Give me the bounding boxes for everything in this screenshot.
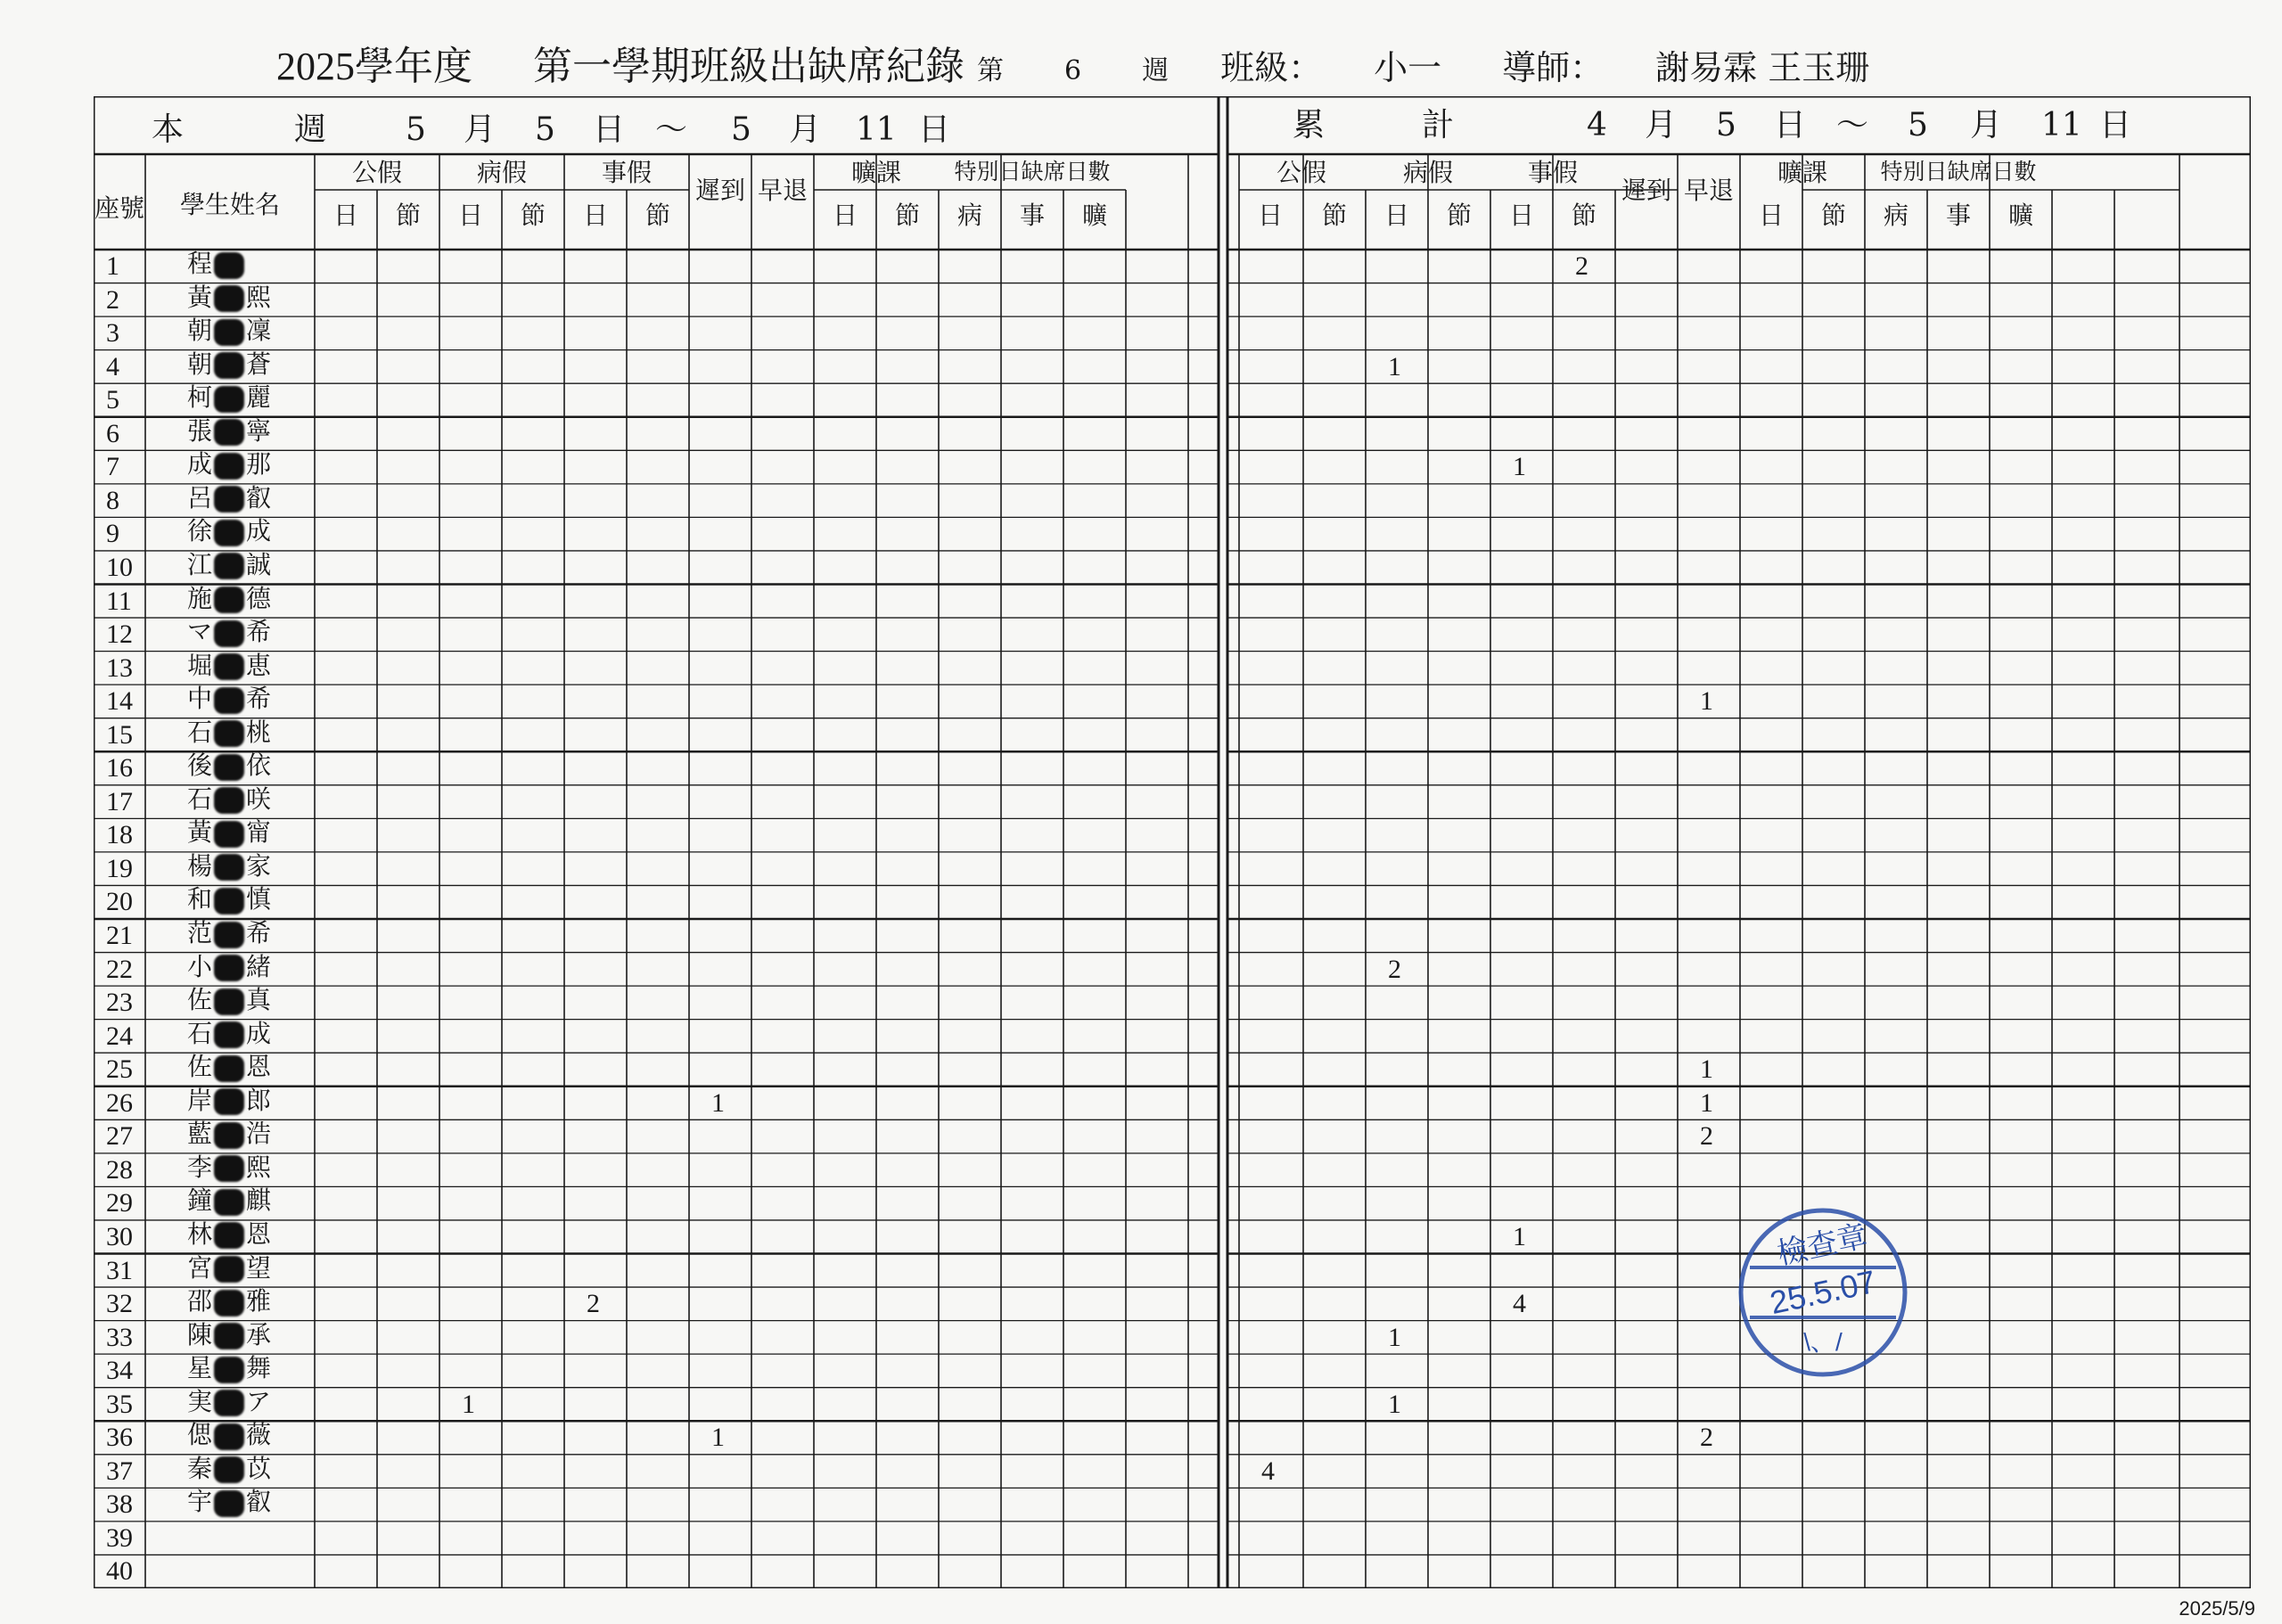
- name-last-char: 希: [246, 684, 272, 714]
- name-last-char: 郎: [246, 1085, 272, 1115]
- seat-number: 3: [106, 318, 119, 349]
- seat-number: 40: [106, 1556, 133, 1587]
- this-week-label-a: 本: [152, 111, 185, 148]
- cum-personal_period-value: 2: [1575, 251, 1588, 281]
- week-personal-header: 事假: [601, 158, 652, 187]
- seat-number: 6: [106, 418, 119, 448]
- student-name: [187, 717, 272, 748]
- cum-sub-2: 日: [1383, 201, 1409, 230]
- student-name: [187, 251, 246, 279]
- name-first-char: 藍: [187, 1119, 213, 1149]
- cum-mo2: 月: [1970, 107, 2003, 144]
- cum-dy1: 日: [1774, 107, 1807, 144]
- name-last-char: 成: [246, 516, 272, 546]
- print-date: 2025/5/9: [2179, 1597, 2255, 1620]
- name-redaction: [214, 1490, 244, 1517]
- week-late-header: 遲到: [694, 176, 745, 205]
- name-last-char: 承: [246, 1319, 272, 1349]
- class-value: 小一: [1374, 48, 1442, 87]
- student-name: [187, 1353, 272, 1383]
- stamp-bottom-text: \、/: [1803, 1328, 1843, 1356]
- name-redaction: [214, 988, 244, 1015]
- name-redaction: [214, 720, 244, 747]
- name-first-char: 楊: [187, 850, 213, 881]
- name-last-char: 恵: [246, 650, 272, 680]
- student-name: [187, 1319, 272, 1350]
- cum-sp-sick: 病: [1883, 201, 1909, 230]
- name-last-char: 咲: [246, 783, 272, 814]
- name-last-char: 真: [246, 985, 272, 1015]
- student-name: [187, 1386, 272, 1417]
- name-first-char: 施: [187, 583, 213, 613]
- name-redaction: [214, 1423, 244, 1450]
- seat-number: 11: [106, 586, 132, 616]
- seat-number: 20: [106, 887, 133, 917]
- this-week-month1: 5: [406, 111, 426, 148]
- this-week-day2: 11: [856, 111, 897, 148]
- student-name: [187, 583, 272, 614]
- name-first-char: 佐: [187, 1052, 213, 1082]
- this-week-mo1: 月: [464, 111, 497, 148]
- name-redaction: [214, 252, 244, 279]
- seat-number: 17: [106, 786, 133, 816]
- student-name: [187, 884, 272, 915]
- name-last-char: 希: [246, 918, 272, 947]
- name-last-char: 麒: [246, 1185, 272, 1216]
- name-last-char: 舞: [246, 1353, 272, 1383]
- name-first-char: 石: [187, 783, 213, 814]
- seat-number: 15: [106, 719, 133, 750]
- student-name: [187, 1453, 272, 1484]
- name-last-char: 苡: [246, 1453, 272, 1483]
- week-number: 6: [1064, 55, 1082, 86]
- cum-month1: 4: [1587, 107, 1607, 144]
- name-redaction: [214, 453, 244, 480]
- week-sub-2: 日: [457, 201, 483, 230]
- seat-number: 31: [106, 1255, 133, 1285]
- name-redaction: [214, 1222, 244, 1249]
- name-redaction: [214, 1456, 244, 1483]
- name-last-char: 希: [246, 617, 272, 647]
- seat-number: 5: [106, 385, 119, 415]
- cum-official-header: 公假: [1276, 158, 1326, 187]
- name-first-char: 星: [187, 1353, 213, 1383]
- name-first-char: 石: [187, 717, 213, 747]
- seat-number: 26: [106, 1087, 133, 1118]
- student-name: [187, 415, 272, 447]
- name-redaction: [214, 553, 244, 579]
- student-name: [187, 1218, 272, 1250]
- name-first-char: 秦: [187, 1453, 213, 1483]
- name-last-char: 浩: [246, 1119, 272, 1149]
- cum-label-b: 計: [1422, 107, 1455, 144]
- tutor-value: 謝易霖 王玉珊: [1655, 48, 1870, 87]
- name-last-char: 誠: [246, 549, 272, 579]
- stamp-top-text: 檢查章: [1774, 1218, 1871, 1273]
- name-redaction: [214, 1122, 244, 1149]
- student-name: [187, 686, 271, 714]
- cum-personal-header: 事假: [1527, 158, 1578, 187]
- cum-sub-5: 節: [1571, 201, 1597, 230]
- name-redaction: [214, 352, 244, 379]
- week-official-header: 公假: [351, 158, 402, 187]
- name-redaction: [214, 319, 244, 346]
- inspection-stamp: [1734, 1203, 1912, 1382]
- week-name-header: 學生姓名: [179, 190, 280, 219]
- name-first-char: 小: [187, 951, 213, 981]
- student-name: [187, 1286, 272, 1316]
- name-first-char: 林: [187, 1218, 213, 1249]
- name-redaction: [214, 1290, 244, 1316]
- student-name: [187, 1121, 271, 1149]
- cum-late-value: 2: [1700, 1423, 1713, 1453]
- name-first-char: 中: [187, 684, 213, 714]
- seat-number: 22: [106, 954, 133, 984]
- seat-number: 24: [106, 1021, 133, 1051]
- cum-sub-4: 日: [1508, 201, 1534, 230]
- cum-truant-header: 曠課: [1777, 158, 1827, 187]
- seat-number: 29: [106, 1188, 133, 1218]
- cum-sick_day-value: 1: [1388, 1389, 1401, 1419]
- name-first-char: 范: [187, 918, 213, 947]
- name-redaction: [214, 1189, 244, 1216]
- name-first-char: 程: [187, 249, 213, 278]
- student-name: [187, 1085, 272, 1116]
- seat-number: 25: [106, 1054, 133, 1085]
- name-redaction: [214, 653, 244, 680]
- name-first-char: 徐: [187, 516, 213, 546]
- week-special-header: 特別日缺席日數: [954, 159, 1111, 185]
- name-last-char: 德: [246, 583, 272, 613]
- name-redaction: [214, 1155, 244, 1182]
- student-name: [187, 750, 272, 781]
- name-first-char: 張: [187, 415, 213, 446]
- name-first-char: 李: [187, 1152, 213, 1182]
- name-redaction: [214, 386, 244, 413]
- this-week-tilde: ～: [655, 111, 688, 148]
- name-first-char: 和: [187, 884, 213, 915]
- name-redaction: [214, 787, 244, 814]
- week-suffix: 週: [1142, 55, 1170, 86]
- cum-tilde: ～: [1836, 107, 1869, 144]
- this-week-label-b: 週: [294, 111, 327, 148]
- name-last-char: 寧: [246, 415, 272, 446]
- this-week-day1: 5: [535, 111, 555, 148]
- student-name: [187, 619, 271, 647]
- seat-number: 32: [106, 1289, 133, 1319]
- student-name: [187, 783, 272, 815]
- school-year: 2025學年度: [276, 45, 472, 88]
- name-last-char: 熙: [246, 282, 272, 312]
- name-first-char: 宇: [187, 1487, 213, 1517]
- student-name: [187, 382, 272, 413]
- seat-number: 10: [106, 552, 133, 582]
- seat-number: 37: [106, 1456, 133, 1486]
- name-first-char: 朝: [187, 349, 213, 379]
- name-last-char: 蒼: [246, 349, 272, 379]
- name-first-char: 石: [187, 1018, 213, 1048]
- seat-number: 27: [106, 1121, 133, 1152]
- seat-number: 19: [106, 853, 133, 883]
- cum-late-header: 遲到: [1621, 176, 1671, 205]
- seat-number: 35: [106, 1389, 133, 1419]
- name-last-char: ア: [246, 1386, 272, 1416]
- student-name: [187, 1420, 272, 1450]
- cum-personal_day-value: 1: [1513, 452, 1526, 482]
- name-first-char: 後: [187, 750, 213, 781]
- cum-early-header: 早退: [1683, 176, 1734, 205]
- name-redaction: [214, 486, 244, 513]
- name-first-char: 呂: [187, 482, 213, 513]
- stamp-date-text: 25.5.07: [1766, 1262, 1879, 1322]
- cum-sick_day-value: 2: [1388, 954, 1401, 984]
- student-name: [187, 516, 272, 546]
- name-redaction: [214, 754, 244, 781]
- cum-day1: 5: [1716, 107, 1736, 144]
- name-first-char: 偲: [187, 1420, 213, 1450]
- name-first-char: 黃: [187, 282, 213, 312]
- name-redaction: [214, 854, 244, 881]
- name-redaction: [214, 1323, 244, 1349]
- name-last-char: 薇: [246, 1420, 272, 1450]
- student-name: [187, 1152, 272, 1183]
- student-name: [187, 985, 272, 1015]
- name-last-char: 成: [246, 1018, 272, 1048]
- week-early-header: 早退: [757, 176, 808, 205]
- name-last-char: 緒: [246, 951, 272, 981]
- name-redaction: [214, 1088, 244, 1115]
- week-sub-1: 節: [395, 201, 421, 230]
- student-name: [187, 951, 272, 982]
- student-name: [187, 817, 272, 848]
- name-last-char: 那: [246, 449, 272, 480]
- name-first-char: 岸: [187, 1085, 213, 1115]
- week-sub-3: 節: [520, 201, 546, 230]
- name-redaction: [214, 687, 244, 714]
- cum-truant-period: 節: [1820, 201, 1846, 230]
- name-first-char: 江: [187, 549, 213, 579]
- name-first-char: 堀: [187, 650, 213, 680]
- student-name: [187, 650, 272, 681]
- seat-number: 13: [106, 652, 133, 683]
- cum-special-header: 特別日缺席日數: [1880, 159, 2037, 185]
- name-last-char: 依: [246, 750, 272, 781]
- week-sick-header: 病假: [476, 158, 527, 187]
- week-truant-period: 節: [894, 201, 920, 230]
- name-last-char: 甯: [246, 817, 272, 848]
- name-last-char: 雅: [246, 1286, 272, 1316]
- this-week-month2: 5: [731, 111, 751, 148]
- student-name: [187, 1054, 271, 1082]
- student-name: [187, 1252, 272, 1284]
- cum-truant-day: 日: [1758, 201, 1784, 230]
- seat-number: 34: [106, 1356, 133, 1386]
- week-truant-header: 曠課: [850, 158, 901, 187]
- seat-number: 36: [106, 1423, 133, 1453]
- cum-late-value: 1: [1700, 1054, 1713, 1085]
- cum-label-a: 累: [1293, 107, 1326, 144]
- student-name: [187, 349, 272, 380]
- week-late-value: 1: [711, 1423, 725, 1453]
- name-last-char: 凜: [246, 316, 272, 346]
- record-title: 第一學期班級出缺席紀錄: [533, 44, 965, 89]
- name-redaction: [214, 1256, 244, 1283]
- name-last-char: 望: [246, 1252, 272, 1283]
- name-first-char: 宮: [187, 1252, 213, 1283]
- student-name: [187, 918, 272, 948]
- cum-sub-1: 節: [1321, 201, 1347, 230]
- tutor-label: 導師：: [1502, 48, 1605, 87]
- name-last-char: 麗: [246, 382, 272, 413]
- name-redaction: [214, 1021, 244, 1048]
- student-name: [187, 1185, 272, 1216]
- name-redaction: [214, 520, 244, 546]
- cum-mo1: 月: [1645, 107, 1678, 144]
- week-sub-4: 日: [582, 201, 608, 230]
- name-first-char: 陳: [187, 1319, 213, 1349]
- seat-number: 18: [106, 820, 133, 850]
- name-first-char: マ: [187, 617, 213, 647]
- student-name: [187, 1489, 271, 1517]
- cum-sub-0: 日: [1257, 201, 1283, 230]
- student-name: [187, 850, 272, 882]
- week-seat-header: 座號: [94, 193, 144, 223]
- week-prefix: 第: [977, 55, 1004, 86]
- name-redaction: [214, 955, 244, 981]
- student-name: [187, 449, 272, 480]
- name-last-char: 桃: [246, 717, 272, 747]
- cum-late-value: 2: [1700, 1121, 1713, 1152]
- student-name: [187, 282, 272, 313]
- name-redaction: [214, 821, 244, 848]
- week-sub-0: 日: [332, 201, 358, 230]
- cum-official_day-value: 4: [1261, 1456, 1275, 1486]
- student-name: [187, 482, 272, 513]
- name-redaction: [214, 586, 244, 613]
- this-week-mo2: 月: [789, 111, 822, 148]
- cum-personal_day-value: 1: [1513, 1221, 1526, 1251]
- name-last-char: 慎: [246, 884, 272, 915]
- attendance-sheet: [94, 96, 2251, 1588]
- seat-number: 9: [106, 519, 119, 549]
- name-last-char: 恩: [246, 1052, 272, 1082]
- cum-day2: 11: [2041, 107, 2082, 144]
- this-week-dy1: 日: [593, 111, 626, 148]
- week-sp-truant: 曠: [1081, 201, 1107, 230]
- cum-sick_day-value: 1: [1388, 1322, 1401, 1352]
- name-first-char: 佐: [187, 985, 213, 1015]
- week-sub-5: 節: [644, 201, 670, 230]
- name-redaction: [214, 620, 244, 647]
- seat-number: 39: [106, 1522, 133, 1553]
- student-name: [187, 549, 272, 580]
- seat-number: 2: [106, 284, 119, 315]
- cum-late-value: 1: [1700, 686, 1713, 717]
- seat-number: 7: [106, 452, 119, 482]
- seat-number: 28: [106, 1154, 133, 1185]
- cum-sick-header: 病假: [1402, 158, 1453, 187]
- name-redaction: [214, 1055, 244, 1082]
- cum-late-value: 1: [1700, 1087, 1713, 1118]
- name-last-char: 熙: [246, 1152, 272, 1182]
- this-week-dy2: 日: [918, 111, 951, 148]
- cum-personal_day-value: 4: [1513, 1289, 1526, 1319]
- seat-number: 8: [106, 485, 119, 515]
- name-last-char: 家: [246, 850, 272, 881]
- name-redaction: [214, 1357, 244, 1383]
- name-last-char: 叡: [246, 482, 272, 513]
- name-last-char: 恩: [246, 1218, 272, 1249]
- name-redaction: [214, 1390, 244, 1416]
- name-first-char: 実: [187, 1386, 213, 1416]
- name-first-char: 柯: [187, 382, 213, 413]
- seat-number: 30: [106, 1221, 133, 1251]
- cum-month2: 5: [1908, 107, 1928, 144]
- document-title: [276, 34, 1869, 91]
- week-sp-personal: 事: [1019, 201, 1045, 230]
- week-late-value: 1: [711, 1087, 725, 1118]
- name-first-char: 成: [187, 449, 213, 480]
- week-sick_day-value: 1: [462, 1389, 475, 1419]
- name-first-char: 邵: [187, 1286, 213, 1316]
- week-truant-day: 日: [832, 201, 858, 230]
- week-personal_day-value: 2: [587, 1289, 600, 1319]
- name-redaction: [214, 922, 244, 948]
- class-label: 班級：: [1220, 48, 1323, 87]
- seat-number: 38: [106, 1489, 133, 1520]
- student-name: [187, 1018, 272, 1049]
- cum-dy2: 日: [2099, 107, 2132, 144]
- cum-sp-personal: 事: [1945, 201, 1971, 230]
- seat-number: 12: [106, 619, 133, 650]
- name-redaction: [214, 888, 244, 915]
- cum-sub-3: 節: [1446, 201, 1472, 230]
- name-first-char: 朝: [187, 316, 213, 346]
- name-redaction: [214, 419, 244, 446]
- cum-sp-truant: 曠: [2007, 201, 2033, 230]
- seat-number: 23: [106, 988, 133, 1018]
- week-sp-sick: 病: [956, 201, 982, 230]
- seat-number: 1: [106, 251, 119, 281]
- table-grid: [94, 96, 2251, 1588]
- student-name: [187, 318, 271, 346]
- seat-number: 33: [106, 1322, 133, 1352]
- seat-number: 16: [106, 753, 133, 783]
- seat-number: 14: [106, 686, 133, 717]
- name-first-char: 黃: [187, 817, 213, 848]
- seat-number: 21: [106, 921, 133, 950]
- name-first-char: 鐘: [187, 1185, 213, 1216]
- seat-number: 4: [106, 351, 119, 381]
- cum-sick_day-value: 1: [1388, 351, 1401, 381]
- name-last-char: 叡: [246, 1487, 272, 1517]
- name-redaction: [214, 285, 244, 312]
